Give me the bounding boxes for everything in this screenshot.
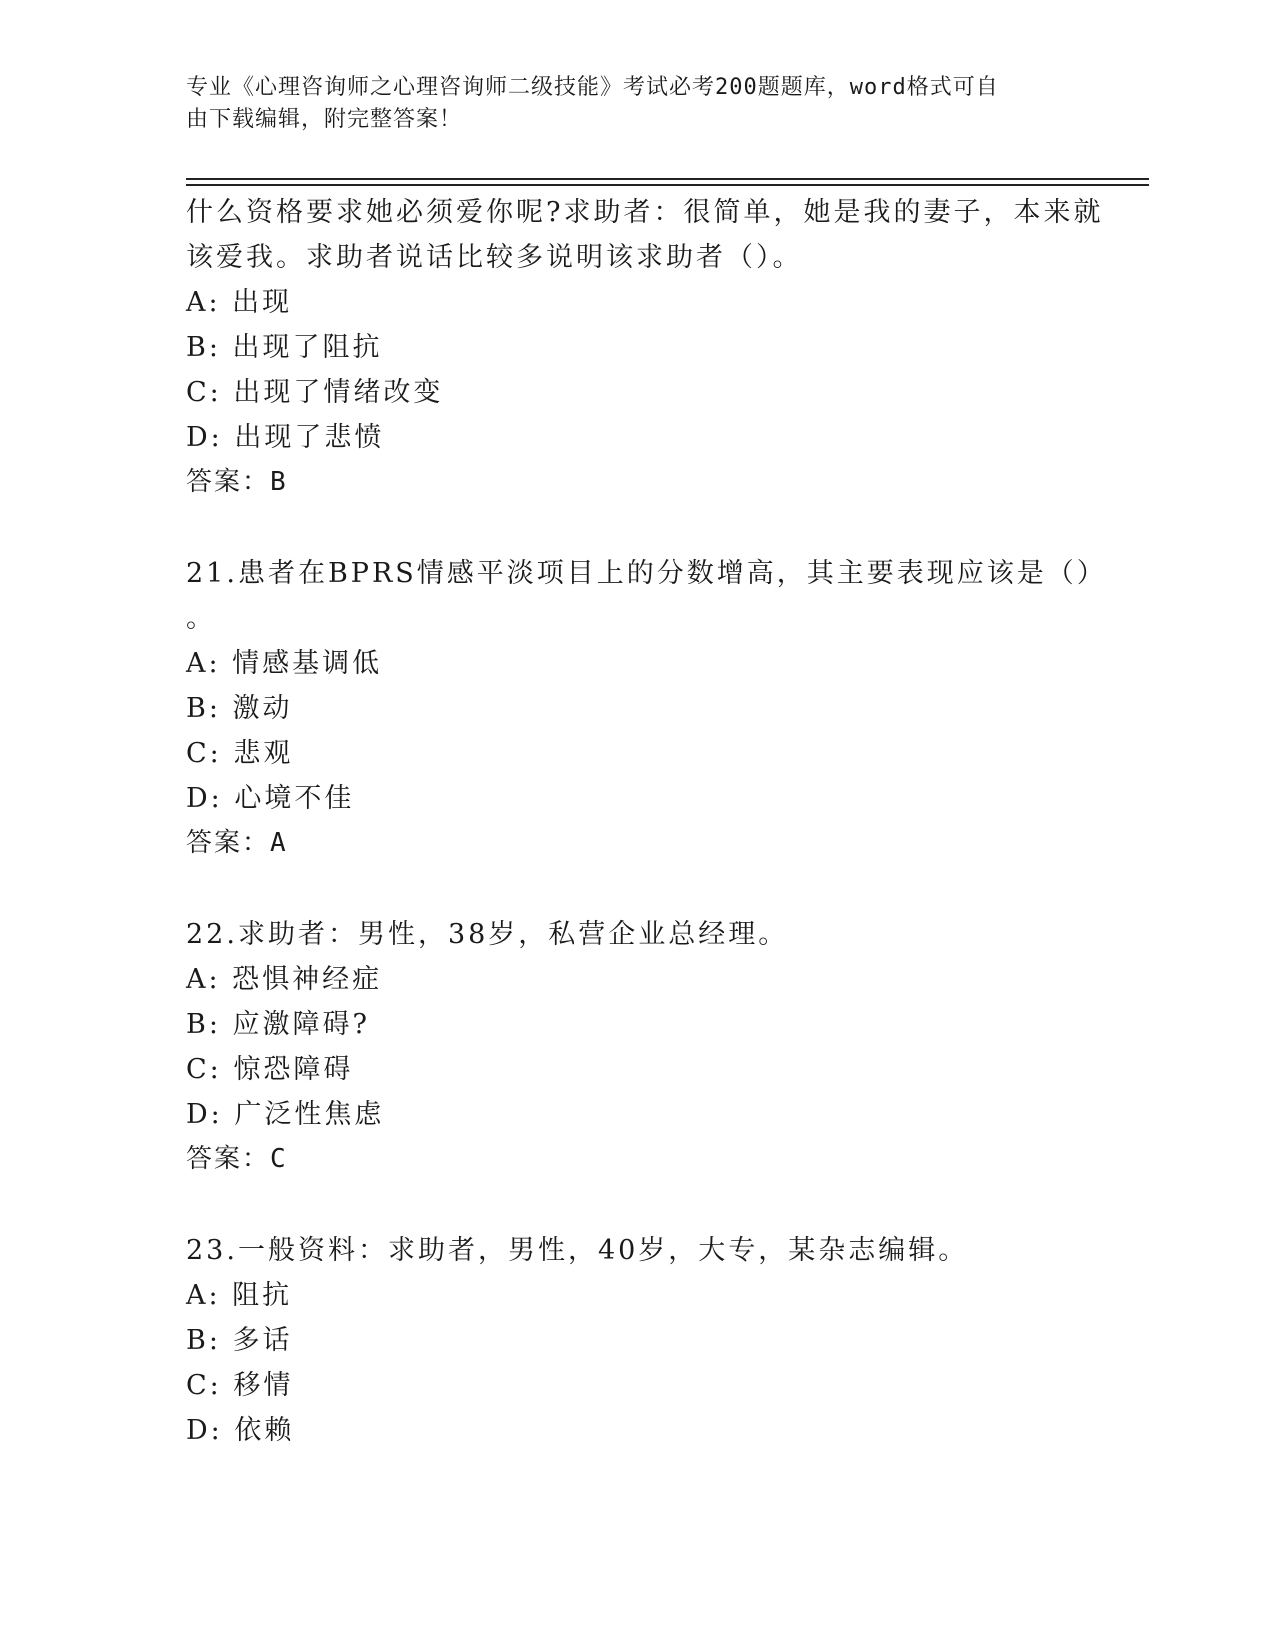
question-text-line: 什么资格要求她必须爱你呢?求助者：很简单，她是我的妻子，本来就	[186, 197, 1104, 228]
option-a: A: 出现	[186, 287, 293, 318]
question-block-23	[186, 1228, 1086, 1453]
option-a: A: 阻抗	[186, 1280, 293, 1311]
spacer	[186, 1182, 1086, 1228]
document-body	[186, 190, 1107, 1453]
option-b: B: 应激障碍?	[186, 1009, 370, 1040]
header-rule-bottom	[186, 184, 1149, 186]
answer-line: 答案：C	[186, 1144, 288, 1174]
question-text-line: 21.患者在BPRS情感平淡项目上的分数增高，其主要表现应该是（）	[186, 558, 1107, 589]
question-block-21	[186, 551, 1107, 866]
question-text-line: 。	[186, 603, 216, 634]
option-a: A: 恐惧神经症	[186, 964, 383, 995]
answer-line: 答案：A	[186, 828, 288, 858]
header-rule-top	[186, 178, 1149, 180]
spacer	[186, 505, 1086, 551]
option-c: C: 悲观	[186, 738, 294, 769]
option-d: D: 依赖	[186, 1415, 295, 1446]
option-a: A: 情感基调低	[186, 648, 383, 679]
option-b: B: 出现了阻抗	[186, 332, 383, 363]
document-header	[186, 72, 1066, 136]
question-block-22	[186, 912, 1086, 1182]
question-text-line: 23.一般资料：求助者，男性，40岁，大专，某杂志编辑。	[186, 1235, 969, 1266]
option-c: C: 移情	[186, 1370, 294, 1401]
question-text-line: 该爱我。求助者说话比较多说明该求助者（）。	[186, 242, 803, 273]
question-block-intro	[186, 190, 1104, 505]
question-text-line: 22.求助者：男性，38岁，私营企业总经理。	[186, 919, 789, 950]
spacer	[186, 866, 1086, 912]
option-b: B: 多话	[186, 1325, 293, 1356]
option-d: D: 广泛性焦虑	[186, 1099, 385, 1130]
option-c: C: 惊恐障碍	[186, 1054, 354, 1085]
option-d: D: 出现了悲愤	[186, 422, 385, 453]
option-d: D: 心境不佳	[186, 783, 355, 814]
option-b: B: 激动	[186, 693, 293, 724]
option-c: C: 出现了情绪改变	[186, 377, 444, 408]
header-line-2: 由下载编辑，附完整答案！	[186, 107, 463, 132]
header-line-1: 专业《心理咨询师之心理咨询师二级技能》考试必考200题题库，word格式可自	[186, 75, 999, 100]
answer-line: 答案：B	[186, 467, 288, 497]
